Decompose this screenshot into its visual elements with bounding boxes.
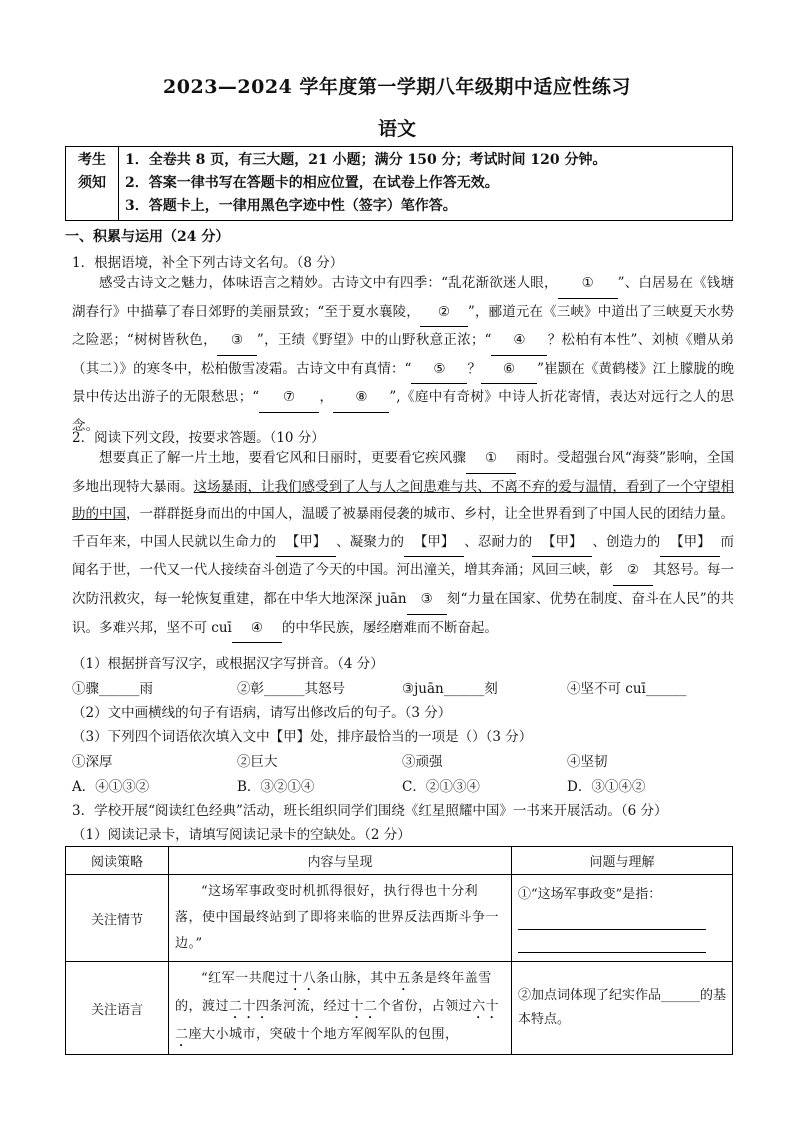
q2-sub1-options (72, 677, 734, 697)
dotted-word: 五 (397, 971, 411, 986)
q2-sub3-choices (72, 775, 734, 795)
blank-zhang[interactable]: ② (613, 557, 653, 586)
notice-item: 2．答案一律书写在答题卡的相应位置，在试卷上作答无效。 (125, 175, 499, 191)
q2-sub1: （1）根据拼音写汉字，或根据汉字写拼音。（4 分） (72, 656, 384, 672)
q2-sub2: （2）文中画横线的句子有语病，请写出修改后的句子。（3 分） (72, 705, 452, 721)
table-header: 阅读策略 (66, 847, 169, 875)
table-header: 问题与理解 (512, 847, 733, 875)
jia-blank-1[interactable]: 【甲】 (276, 529, 336, 558)
dotted-word: 十二 (350, 999, 378, 1014)
exam-title: 2023—2024 学年度第一学期八年级期中适应性练习 (163, 76, 631, 98)
choice-d[interactable]: D．③①④② (567, 779, 646, 795)
blank-8[interactable]: ⑧ (333, 384, 389, 413)
q2-sub3-words (72, 750, 734, 770)
option: ③juān______刻 (402, 681, 498, 697)
choice-a[interactable]: A．④①③② (72, 779, 150, 795)
question-1-stem: 1．根据语境，补全下列古诗文名句。（8 分） (72, 255, 344, 271)
answer-line[interactable] (518, 930, 706, 953)
dotted-word: 十八 (289, 971, 317, 986)
word: ②巨大 (237, 754, 278, 770)
strategy-cell: 关注情节 (66, 875, 169, 962)
dotted-word: 二十四 (229, 999, 270, 1014)
answer-line[interactable] (518, 907, 706, 930)
question-3-stem: 3．学校开展“阅读红色经典”活动，班长组织同学们围绕《红星照耀中国》一书来开展活动。（6 分） (72, 803, 668, 819)
blank-cui[interactable]: ④ (232, 615, 282, 644)
blank-juan[interactable]: ③ (407, 586, 447, 615)
blank-7[interactable]: ⑦ (259, 384, 319, 413)
content-cell: “红军一共爬过十八条山脉，其中五条是终年盖雪的，渡过二十四条河流，经过十二个省份，占领过六十二座大小城市，突破十个地方军阀军队的包围， (169, 962, 512, 1055)
question-cell: ①“这场军事政变”是指： (512, 875, 733, 962)
q3-sub1: （1）阅读记录卡，请填写阅读记录卡的空缺处。（2 分） (72, 827, 411, 843)
question-1-passage: 感受古诗文之魅力，体味语言之精妙。古诗文中有四季：“乱花渐欲迷人眼， ① ”、白居易在《钱塘湖春行》中描摹了春日郊野的美丽景致；“至于夏水襄陵， ② ”，郦道元在《三峡》中道出了三峡夏天水势之险恶；“树树皆秋色， ③ ”，王绩《野望》中的山野秋意正浓；“ ④ ？松柏有本性”、刘桢《赠从弟（其二）》的寒冬中，松柏傲雪凌霜。古诗文中有真情：“ ⑤ ？ ⑥ ”崔颢在《黄鹤楼》江上朦胧的晚景中传达出游子的无限愁思；“ ⑦ ， ⑧ ”,《庭中有奇树》中诗人折花寄情，表达对远行之人的思念。 (72, 270, 734, 441)
blank-5[interactable]: ⑤ (411, 356, 467, 385)
blank-4[interactable]: ④ (491, 327, 547, 356)
notice-item: 3．答题卡上，一律用黑色字迹中性（签字）笔作答。 (125, 198, 457, 214)
word: ①深厚 (72, 754, 113, 770)
option: ④坚不可 cuī______ (567, 681, 687, 697)
q2-sub3: （3）下列四个词语依次填入文中【甲】处，排序最恰当的一项是（）（3 分） (72, 729, 533, 745)
question-cell: ②加点词体现了纪实作品______的基本特点。 (512, 962, 733, 1055)
choice-b[interactable]: B．③②①④ (237, 779, 315, 795)
blank-1[interactable]: ① (558, 270, 618, 299)
word: ③顽强 (402, 754, 443, 770)
option: ①骤______雨 (72, 681, 153, 697)
table-row (66, 962, 733, 1055)
content-cell: “这场军事政变时机抓得很好，执行得也十分利落，使中国最终站到了即将来临的世界反法西斯斗争一边。” (169, 875, 512, 962)
dotted-word: 六十二 (175, 999, 500, 1042)
choice-c[interactable]: C．②①③④ (402, 779, 480, 795)
notice-item: 1．全卷共 8 页，有三大题，21 小题；满分 150 分；考试时间 120 分钟。 (125, 152, 607, 168)
section-heading: 一、积累与运用（24 分） (65, 229, 230, 245)
table-header: 内容与呈现 (169, 847, 512, 875)
question-2-stem: 2．阅读下列文段，按要求答题。（10 分） (72, 430, 325, 446)
strategy-cell: 关注语言 (66, 962, 169, 1055)
jia-blank-2[interactable]: 【甲】 (404, 529, 464, 558)
blank-6[interactable]: ⑥ (481, 356, 537, 385)
blank-zhou[interactable]: ① (466, 445, 516, 474)
reading-record-card (65, 846, 733, 1055)
notice-items (119, 147, 733, 221)
jia-blank-4[interactable]: 【甲】 (660, 529, 720, 558)
candidate-notice-box (65, 146, 733, 221)
option: ②彰______其怒号 (237, 681, 345, 697)
table-row (66, 875, 733, 962)
question-2-passage: 想要真正了解一片土地，要看它风和日丽时，更要看它疾风骤 ① 雨时。受超强台风“海葵”影响，全国多地出现特大暴雨。这场暴雨，让我们感受到了人与人之间患难与共、不离不弃的爱与温情，看到了一个守望相助的中国，一群群挺身而出的中国人，温暖了被暴雨侵袭的城市、乡村，让全世界看到了中国人民的团结力量。千百年来，中国人民就以生命力的 【甲】 、凝聚力的 【甲】 、忍耐力的 【甲】 、创造力的 【甲】 而闻名于世，一代又一代人接续奋斗创造了今天的中国。河出潼关，增其奔涌；风回三峡，彰 ② 其怒号。每一次防汛救灾，每一轮恢复重建，都在中华大地深深 juān ③ 刻“力量在国家、优势在制度、奋斗在人民”的共识。多难兴邦，坚不可 cuī ④ 的中华民族，屡经磨难而不断奋起。 (72, 445, 734, 643)
underlined-sentence: 这场暴雨，让我们感受到了人与人之间患难与共、不离不弃的爱与温情，看到了一个守望相助的中国 (72, 478, 734, 523)
blank-3[interactable]: ③ (217, 327, 257, 356)
subject-title: 语文 (377, 118, 416, 140)
jia-blank-3[interactable]: 【甲】 (532, 529, 592, 558)
blank-2[interactable]: ② (420, 299, 468, 328)
word: ④坚韧 (567, 754, 608, 770)
notice-label: 考生 须知 (66, 147, 119, 221)
